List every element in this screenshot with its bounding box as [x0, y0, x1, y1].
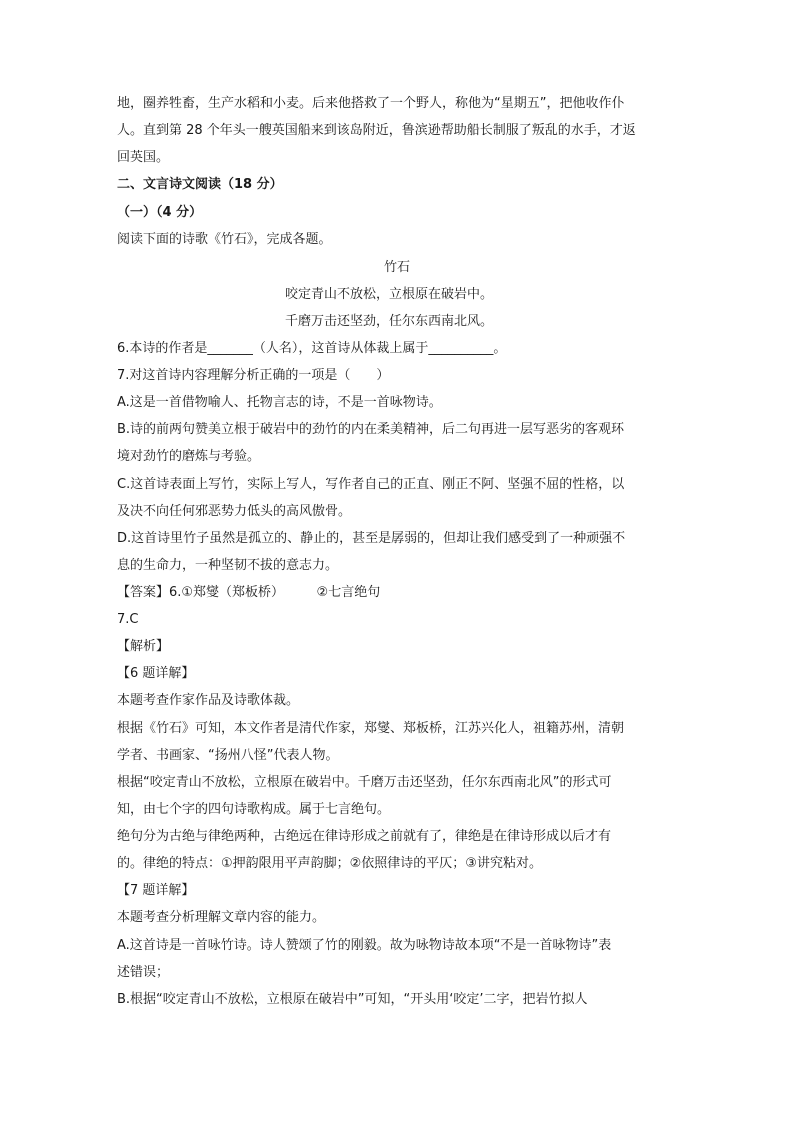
text-line: 本题考查分析理解文章内容的能力。: [117, 910, 326, 925]
option-b-cont: 境对劲竹的磨炼与考验。: [117, 449, 261, 464]
text-line: 本题考查作家作品及诗歌体裁。: [117, 693, 300, 708]
text-line: 述错误；: [117, 965, 170, 980]
option-c-cont: 及决不向任何邪恶势力低头的高风傲骨。: [117, 504, 352, 519]
poem-title: 竹石: [384, 260, 411, 275]
option-d-cont: 息的生命力，一种坚韧不拔的意志力。: [117, 558, 339, 573]
text-line: 的。律绝的特点：①押韵限用平声韵脚；②依照律诗的平仄；③讲究粘对。: [117, 856, 542, 871]
option-b: B.诗的前两句赞美立根于破岩中的劲竹的内在柔美精神，后二句再进一层写恶劣的客观环: [117, 422, 625, 437]
text-line: 学者、书画家、“扬州八怪”代表人物。: [117, 748, 339, 763]
option-c: C.这首诗表面上写竹，实际上写人，写作者自己的正直、刚正不阿、坚强不屈的性格，以: [117, 477, 625, 492]
poem-line: 咬定青山不放松，立根原在破岩中。: [285, 287, 494, 302]
text-line: A.这首诗是一首咏竹诗。诗人赞颂了竹的刚毅。故为咏物诗故本项“不是一首咏物诗”表: [117, 938, 612, 953]
poem-line: 千磨万击还坚劲，任尔东西南北风。: [285, 314, 494, 329]
answer-line: 【答案】6.①郑燮（郑板桥） ②七言绝句: [117, 585, 381, 600]
text-line: 根据《竹石》可知，本文作者是清代作家，郑燮、郑板桥，江苏兴化人，祖籍苏州，清朝: [117, 721, 625, 736]
answer-7: 7.C: [117, 612, 139, 627]
text-line: 根据“咬定青山不放松，立根原在破岩中。千磨万击还坚劲，任尔东西南北风”的形式可: [117, 775, 612, 790]
question-6: 6.本诗的作者是_______（人名），这首诗从体裁上属于__________。: [117, 341, 507, 356]
question-7: 7.对这首诗内容理解分析正确的一项是（ ）: [117, 368, 390, 383]
text-line: 绝句分为古绝与律绝两种，古绝远在律诗形成之前就有了，律绝是在律诗形成以后才有: [117, 829, 612, 844]
q7-detail-heading: 【7 题详解】: [117, 883, 195, 898]
subsection-heading: （一）（4 分）: [117, 205, 203, 220]
text-line: 回英国。: [117, 150, 170, 165]
option-a: A.这是一首借物喻人、托物言志的诗，不是一首咏物诗。: [117, 395, 442, 410]
instruction-line: 阅读下面的诗歌《竹石》，完成各题。: [117, 232, 332, 247]
analysis-heading: 【解析】: [117, 639, 170, 654]
text-line: B.根据“咬定青山不放松，立根原在破岩中”可知，“开头用‘咬定’二字，把岩竹拟人: [117, 992, 588, 1007]
section-heading: 二、文言诗文阅读（18 分）: [117, 177, 283, 192]
text-line: 人。直到第 28 个年头一艘英国船来到该岛附近，鲁滨逊帮助船长制服了叛乱的水手，才返: [117, 123, 636, 138]
text-line: 地，圈养牲畜，生产水稻和小麦。后来他搭救了一个野人，称他为“星期五”，把他收作仆: [117, 96, 625, 111]
text-line: 知，由七个字的四句诗歌构成。属于七言绝句。: [117, 802, 391, 817]
q6-detail-heading: 【6 题详解】: [117, 666, 195, 681]
option-d: D.这首诗里竹子虽然是孤立的、静止的，甚至是孱弱的，但却让我们感受到了一种顽强不: [117, 531, 626, 546]
